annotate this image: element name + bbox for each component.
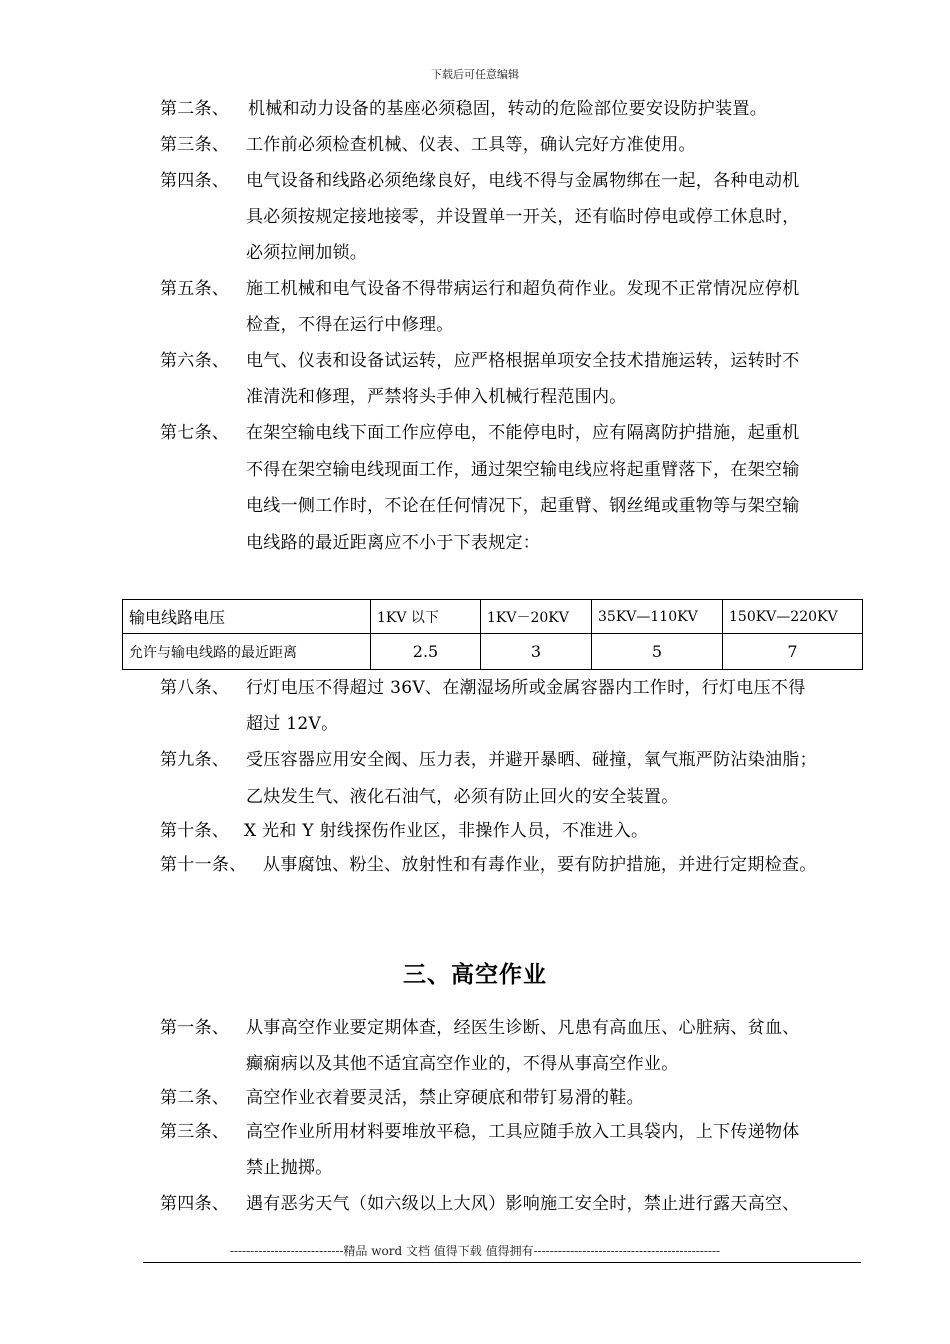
article-label: 第二条、	[160, 1088, 230, 1108]
table-row	[123, 634, 863, 670]
article-text: 行灯电压不得超过 36V、在潮湿场所或金属容器内工作时，行灯电压不得	[246, 678, 806, 698]
table-cell: 3	[481, 634, 592, 670]
article-label: 第一条、	[160, 1018, 230, 1038]
table-cell: 1KV 以下	[371, 600, 481, 634]
article-label: 第五条、	[160, 279, 230, 299]
article-label: 第四条、	[160, 1194, 230, 1214]
article-label: 第九条、	[160, 750, 230, 770]
article-label: 第六条、	[160, 351, 230, 371]
article-label: 第十一条、	[160, 855, 247, 875]
article-text: 工作前必须检查机械、仪表、工具等，确认完好方准使用。	[246, 135, 696, 155]
article-label: 第八条、	[160, 678, 230, 698]
article-label: 第七条、	[160, 423, 230, 443]
section-title: 三、高空作业	[403, 961, 547, 988]
article-label: 第三条、	[160, 135, 230, 155]
article-text: 在架空输电线下面工作应停电，不能停电时，应有隔离防护措施，起重机	[246, 423, 800, 443]
article-text: X 光和 Y 射线探伤作业区，非操作人员，不准进入。	[244, 821, 649, 841]
article-text: 受压容器应用安全阀、压力表，并避开暴晒、碰撞，氧气瓶严防沾染油脂；	[246, 750, 817, 770]
table-cell: 5	[592, 634, 723, 670]
article-text: 高空作业衣着要灵活，禁止穿硬底和带钉易滑的鞋。	[246, 1088, 644, 1108]
table-cell: 2.5	[371, 634, 481, 670]
table-cell: 150KV—220KV	[723, 600, 863, 634]
table-cell: 35KV—110KV	[592, 600, 723, 634]
article-text: 高空作业所用材料要堆放平稳，工具应随手放入工具袋内，上下传递物体	[246, 1122, 800, 1142]
article-text: 电气、仪表和设备试运转，应严格根据单项安全技术措施运转，运转时不	[246, 351, 800, 371]
article-label: 第十条、	[160, 821, 230, 841]
table-cell: 7	[723, 634, 863, 670]
table-cell: 允许与输电线路的最近距离	[123, 634, 371, 670]
footer-rule	[143, 1262, 861, 1263]
voltage-distance-table	[122, 599, 863, 670]
article-label: 第四条、	[160, 171, 230, 191]
article-label: 第三条、	[160, 1122, 230, 1142]
page-footer: ----------------------------精品 word 文档 值得下载 值得拥有----------------------------------------------	[229, 1244, 721, 1258]
article-text: 遇有恶劣天气（如六级以上大风）影响施工安全时，禁止进行露天高空、	[246, 1194, 800, 1214]
table-header-row	[123, 600, 863, 634]
article-label: 第二条、	[160, 99, 230, 119]
table-cell: 1KV－20KV	[481, 600, 592, 634]
article-text: 从事高空作业要定期体查，经医生诊断、凡患有高血压、心脏病、贫血、	[246, 1018, 800, 1038]
article-text: 施工机械和电气设备不得带病运行和超负荷作业。发现不正常情况应停机	[246, 279, 800, 299]
table-cell: 输电线路电压	[123, 600, 371, 634]
article-text: 从事腐蚀、粉尘、放射性和有毒作业，要有防护措施，并进行定期检查。	[263, 855, 817, 875]
article-text: 电气设备和线路必须绝缘良好，电线不得与金属物绑在一起，各种电动机	[246, 171, 800, 191]
article-text: 机械和动力设备的基座必须稳固，转动的危险部位要安设防护装置。	[248, 99, 767, 119]
page-header: 下载后可任意编辑	[431, 68, 519, 81]
